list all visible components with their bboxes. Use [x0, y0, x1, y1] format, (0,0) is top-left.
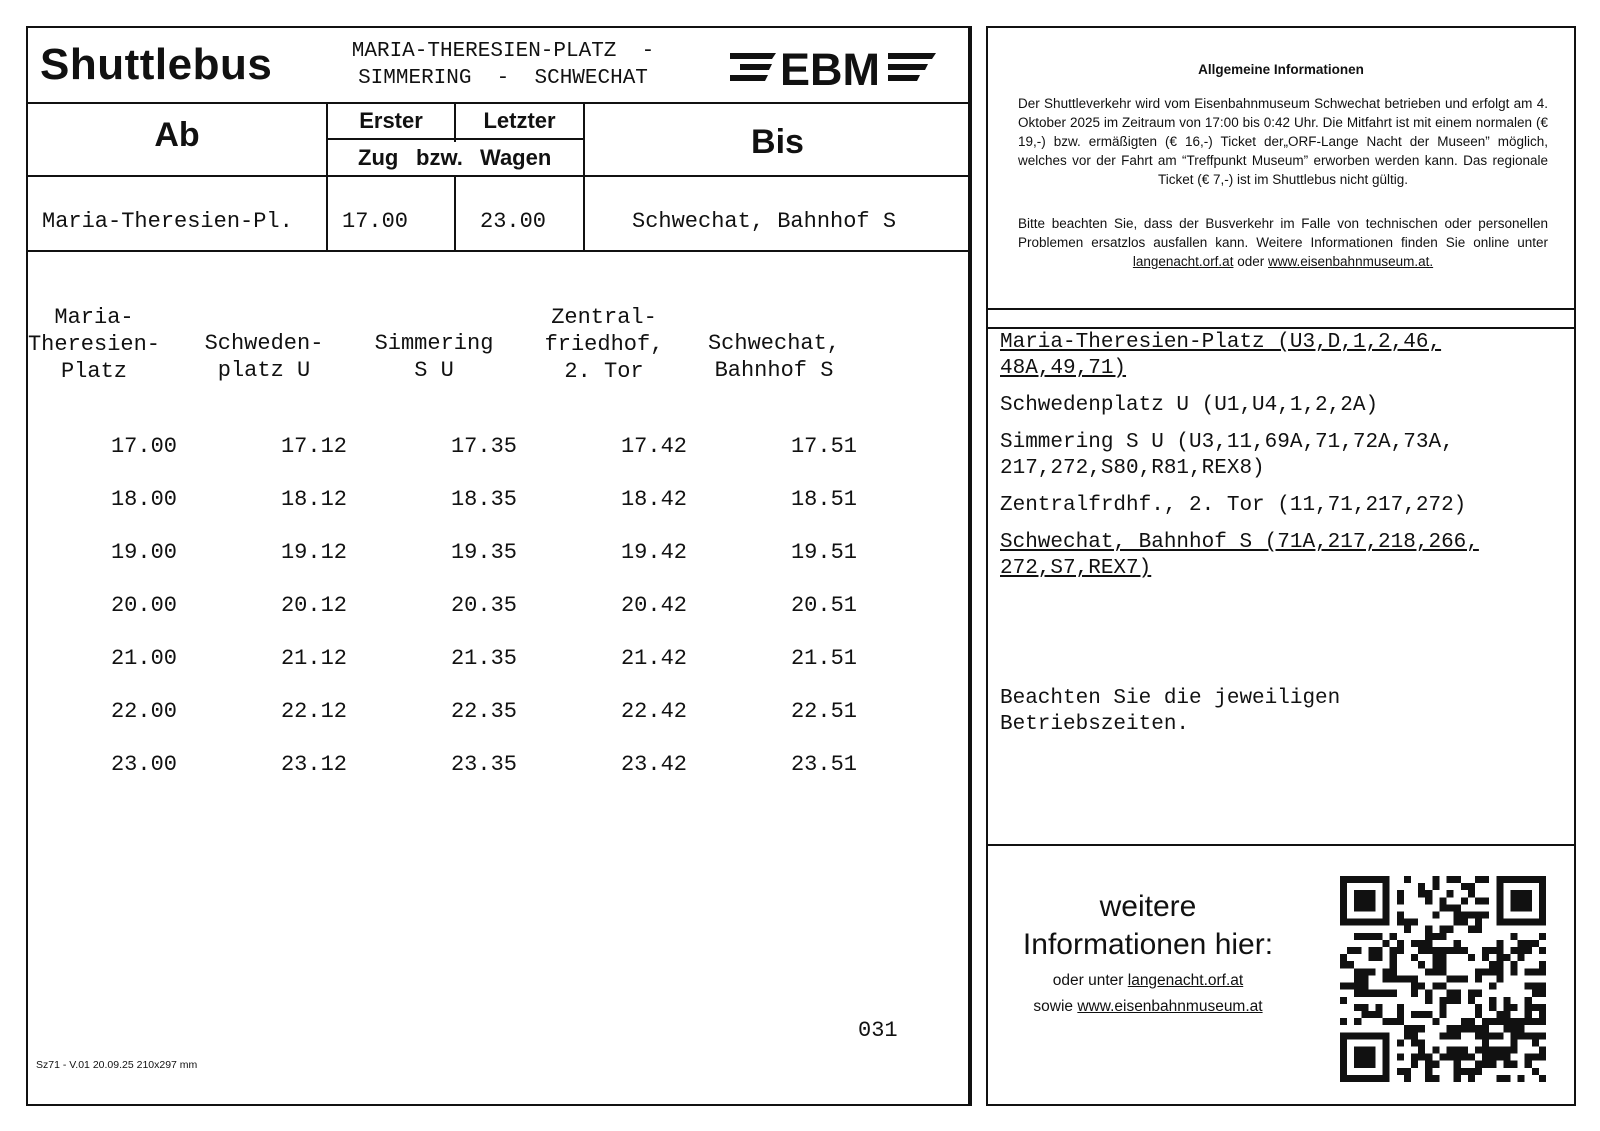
page-number: 031 [858, 1018, 898, 1043]
left-panel [26, 26, 972, 1106]
timetable-cell: 21.35 [450, 646, 517, 671]
timetable-column-header: Schweden- platz U [204, 331, 324, 383]
letzter-label: Letzter [483, 108, 556, 133]
bis-label: Bis [751, 123, 804, 161]
timetable-cell: 17.12 [280, 434, 347, 459]
timetable-cell: 21.42 [620, 646, 687, 671]
timetable-cell: 22.35 [450, 699, 517, 724]
timetable-cell: 23.12 [280, 752, 347, 777]
timetable-cell: 18.35 [450, 487, 517, 512]
timetable-cell: 23.00 [110, 752, 177, 777]
timetable-column-header: Simmering S U [374, 331, 494, 383]
footer-code: Sz71 - V.01 20.09.25 210x297 mm [36, 1059, 198, 1071]
first-trip-time: 17.00 [342, 209, 409, 234]
timetable-cell: 19.12 [280, 540, 347, 565]
timetable-cell: 21.51 [790, 646, 857, 671]
timetable-cell: 18.42 [620, 487, 687, 512]
timetable-cell: 22.51 [790, 699, 857, 724]
info-oder: oder [1237, 254, 1265, 269]
stop-maria-theresien-platz: Maria-Theresien-Platz (U3,D,1,2,46, 48A,49,71) [1000, 331, 1442, 380]
ebm-logo-icon [728, 42, 938, 92]
timetable-cell: 19.35 [450, 540, 517, 565]
page-title: Shuttlebus [40, 40, 273, 89]
timetable-cell: 23.35 [450, 752, 517, 777]
more-info-orf-link[interactable]: langenacht.orf.at [1127, 972, 1244, 989]
timetable-cell: 21.00 [110, 646, 177, 671]
timetable-cell: 17.51 [790, 434, 857, 459]
timetable-cell: 17.42 [620, 434, 687, 459]
info-paragraph-1: Der Shuttleverkehr wird vom Eisenbahnmuseum Schwechat betrieben und erfolgt am 4. Oktober 2025 im Zeitraum von 17:00 bis 0:42 Uhr. Die Mitfahrt ist mit einem normalen (€ 19,-) bzw. ermäßigten (€ 16,-) Ticket der„ORF-Lange Nacht der Museen” möglich, welches vor der Fahrt am “Treffpunkt Museum” erworben werden kann. Das regionale Ticket (€ 7,-) ist im Shuttlebus nicht gültig. [1018, 96, 1548, 187]
timetable-cell: 20.00 [110, 593, 177, 618]
info-paragraph-2-text: Bitte beachten Sie, dass der Busverkehr im Falle von technischen oder personellen Problemen ersatzlos ausfallen kann. Weitere Informationen finden Sie online unter [1018, 216, 1548, 250]
more-info-heading [998, 888, 1298, 964]
timetable-cell: 18.51 [790, 487, 857, 512]
timetable-cell: 17.00 [110, 434, 177, 459]
wagen-label: Wagen [480, 145, 552, 170]
timetable-cell: 21.12 [280, 646, 347, 671]
ebm-logo-text: EBM [780, 44, 880, 92]
erster-label: Erster [359, 108, 423, 133]
from-stop: Maria-Theresien-Pl. [42, 209, 293, 234]
stop-schwedenplatz: Schwedenplatz U (U1,U4,1,2,2A) [1000, 394, 1379, 417]
last-trip-time: 23.00 [480, 209, 547, 234]
bzw-label: bzw. [416, 145, 463, 170]
timetable-cell: 22.42 [620, 699, 687, 724]
right-panel [986, 26, 1576, 1106]
timetable-cell: 20.35 [450, 593, 517, 618]
timetable-column-header: Zentral- friedhof, 2. Tor [544, 305, 664, 384]
ab-label: Ab [154, 116, 200, 154]
timetable-cell: 19.00 [110, 540, 177, 565]
timetable-cell: 17.35 [450, 434, 517, 459]
operating-times-note: Beachten Sie die jeweiligen Betriebszeiten. [1000, 687, 1341, 736]
route-line-1: MARIA-THERESIEN-PLATZ - [351, 40, 655, 63]
more-info-sowie: sowie [1033, 998, 1074, 1015]
timetable-cell: 19.42 [620, 540, 687, 565]
more-info-oder-unter: oder unter [1052, 972, 1124, 989]
timetable-cell: 23.42 [620, 752, 687, 777]
museum-link[interactable]: www.eisenbahnmuseum.at. [1268, 254, 1434, 269]
timetable-cell: 19.51 [790, 540, 857, 565]
more-info-line-1: weitere [1099, 890, 1197, 923]
timetable-cell: 20.12 [280, 593, 347, 618]
zug-label: Zug [358, 145, 399, 170]
more-info-museum-link[interactable]: www.eisenbahnmuseum.at [1077, 998, 1263, 1015]
timetable-column-header: Schwechat, Bahnhof S [707, 331, 841, 383]
qr-code-icon[interactable] [1340, 876, 1546, 1082]
timetable-column-header: Maria- Theresien- Platz [27, 305, 161, 384]
stop-schwechat: Schwechat, Bahnhof S (71A,217,218,266, 272,S7,REX7) [1000, 531, 1479, 580]
stop-zentralfriedhof: Zentralfrdhf., 2. Tor (11,71,217,272) [1000, 494, 1467, 517]
more-info-line-2: Informationen hier: [1022, 928, 1274, 961]
timetable-cell: 23.51 [790, 752, 857, 777]
to-stop: Schwechat, Bahnhof S [632, 209, 897, 234]
info-paragraph-2 [1018, 214, 1548, 271]
route-line-2: SIMMERING - SCHWECHAT [358, 67, 648, 90]
timetable-cell: 18.00 [110, 487, 177, 512]
stop-simmering: Simmering S U (U3,11,69A,71,72A,73A, 217,272,S80,R81,REX8) [1000, 431, 1454, 480]
route-title [318, 38, 688, 92]
more-info-links [998, 968, 1298, 1020]
timetable-cell: 22.00 [110, 699, 177, 724]
timetable-cell: 20.42 [620, 593, 687, 618]
info-title: Allgemeine Informationen [1198, 62, 1364, 77]
timetable-cell: 18.12 [280, 487, 347, 512]
timetable-cell: 22.12 [280, 699, 347, 724]
timetable-cell: 20.51 [790, 593, 857, 618]
orf-link[interactable]: langenacht.orf.at [1132, 254, 1234, 269]
